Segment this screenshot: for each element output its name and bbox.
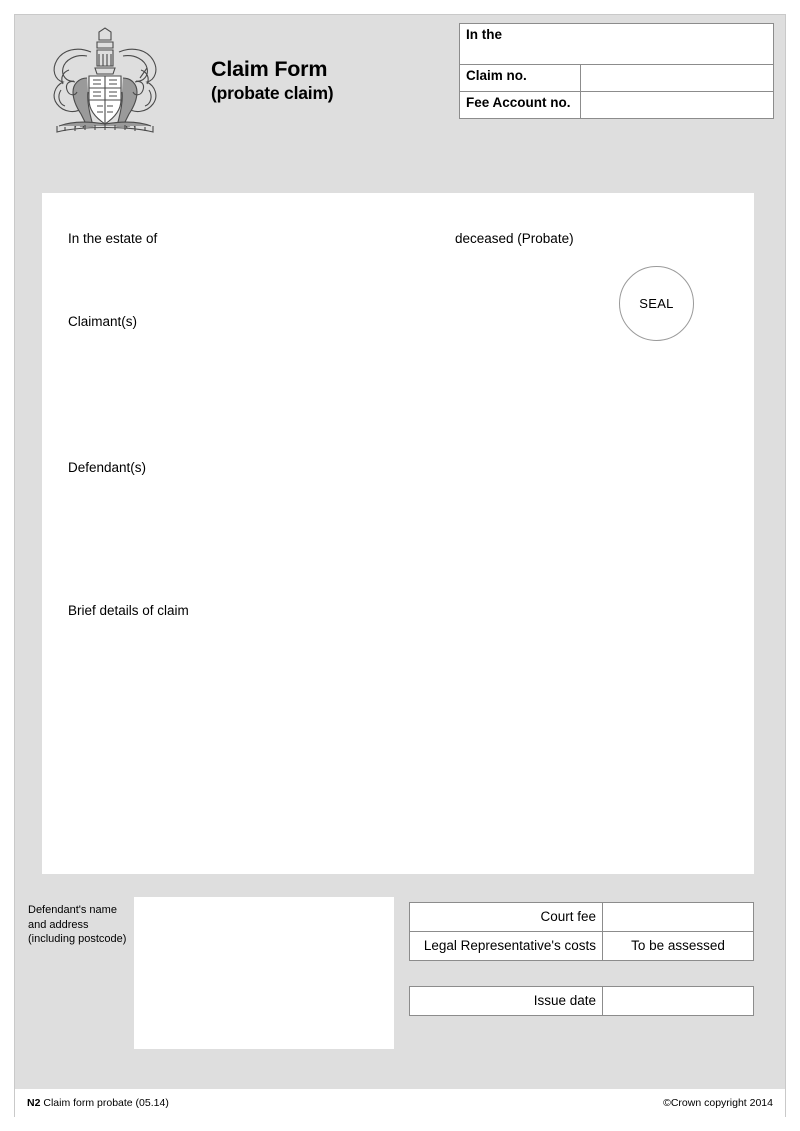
court-fee-field[interactable] <box>603 903 753 931</box>
brief-details-label: Brief details of claim <box>68 603 189 618</box>
form-reference <box>27 1097 169 1109</box>
court-fee-row <box>410 903 753 931</box>
deceased-probate-label: deceased (Probate) <box>455 231 574 246</box>
claim-no-label: Claim no. <box>460 65 581 91</box>
court-fee-label: Court fee <box>410 903 603 931</box>
form-subtitle: (probate claim) <box>211 83 334 104</box>
fee-table <box>409 902 754 961</box>
issue-date-label: Issue date <box>410 987 603 1015</box>
page-background <box>15 15 785 1089</box>
claim-details-panel <box>42 193 754 874</box>
seal-label: SEAL <box>639 296 674 311</box>
fee-account-no-label: Fee Account no. <box>460 92 581 118</box>
claim-no-row <box>460 64 773 91</box>
issue-date-table <box>409 986 754 1016</box>
claim-no-field[interactable] <box>581 65 773 91</box>
fee-account-no-row <box>460 91 773 118</box>
defendant-address-label: Defendant's name and address (including postcode) <box>28 904 127 946</box>
form-page <box>14 14 786 1117</box>
in-the-row <box>460 24 773 64</box>
court-details-box <box>459 23 774 119</box>
legal-representative-costs-label: Legal Representative's costs <box>410 932 603 960</box>
legal-representative-costs-row <box>410 931 753 960</box>
form-description: Claim form probate (05.14) <box>43 1097 169 1109</box>
copyright-notice: ©Crown copyright 2014 <box>663 1097 773 1109</box>
issue-date-row <box>410 987 753 1015</box>
form-title: Claim Form <box>211 57 328 81</box>
defendant-label: Defendant(s) <box>68 460 147 475</box>
claimant-label: Claimant(s) <box>68 314 138 329</box>
in-the-label: In the <box>466 27 502 42</box>
legal-representative-costs-field[interactable]: To be assessed <box>631 938 725 953</box>
royal-coat-of-arms-icon <box>41 26 169 136</box>
issue-date-field[interactable] <box>603 987 753 1015</box>
page-footer <box>15 1089 785 1118</box>
estate-of-label: In the estate of <box>68 231 158 246</box>
form-title-block <box>211 57 451 105</box>
defendant-address-field[interactable] <box>134 897 394 1049</box>
seal-stamp <box>619 266 694 341</box>
form-code: N2 <box>27 1097 41 1109</box>
fee-account-no-field[interactable] <box>581 92 773 118</box>
